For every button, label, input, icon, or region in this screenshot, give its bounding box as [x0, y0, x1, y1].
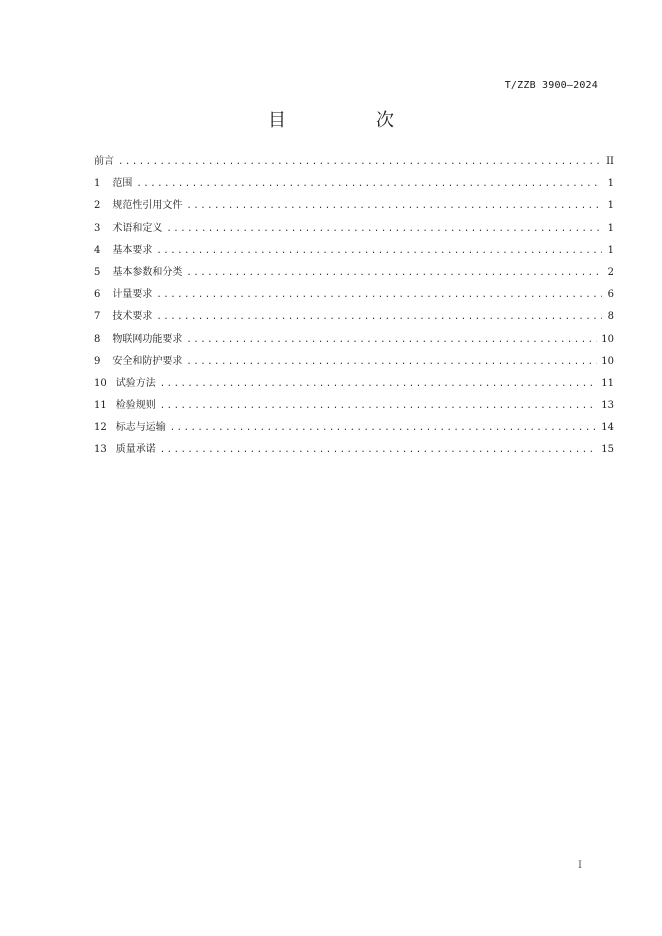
dot-leader [160, 379, 598, 389]
toc-entry-number: 9 [94, 355, 101, 367]
dot-leader [186, 268, 602, 278]
toc-entry-label: 范围 [112, 178, 133, 190]
toc-entry-page: 1 [607, 178, 614, 190]
toc-entry-number: 13 [94, 444, 107, 456]
dot-leader [156, 246, 602, 256]
toc-entry-label: 规范性引用文件 [112, 200, 183, 212]
toc-entry-page: 15 [601, 444, 614, 456]
toc-entry-number: 6 [94, 289, 101, 301]
toc-title: 目 次 [268, 110, 430, 131]
dot-leader [186, 201, 602, 211]
dot-leader [160, 401, 598, 411]
toc-entry-label: 质量承诺 [115, 444, 156, 456]
toc-entry-number: 10 [94, 377, 107, 389]
toc-entry-page: 1 [607, 222, 614, 234]
toc-entry-label: 安全和防护要求 [112, 355, 183, 367]
toc-entry-label: 前言 [94, 156, 114, 167]
table-of-contents [94, 152, 614, 463]
toc-entry-page: 1 [607, 200, 614, 212]
toc-entry-page: 10 [601, 333, 614, 345]
toc-entry-number: 8 [94, 333, 101, 345]
toc-entry-number: 7 [94, 311, 101, 323]
toc-entry-foreword[interactable] [94, 152, 614, 174]
toc-entry-4[interactable] [94, 241, 614, 263]
toc-entry-2[interactable] [94, 196, 614, 218]
document-code: T/ZZB 3900—2024 [504, 80, 598, 91]
dot-leader [136, 179, 602, 189]
toc-entry-12[interactable] [94, 418, 614, 440]
toc-entry-page: II [606, 156, 614, 167]
toc-entry-label: 试验方法 [115, 377, 156, 389]
toc-entry-10[interactable] [94, 374, 614, 396]
dot-leader [118, 157, 602, 167]
toc-entry-label: 物联网功能要求 [112, 333, 183, 345]
toc-entry-5[interactable] [94, 263, 614, 285]
toc-entry-3[interactable] [94, 219, 614, 241]
toc-entry-number: 11 [94, 400, 107, 412]
toc-entry-6[interactable] [94, 285, 614, 307]
toc-entry-label: 检验规则 [115, 400, 156, 412]
toc-entry-page: 14 [601, 422, 614, 434]
toc-entry-label: 基本参数和分类 [112, 266, 183, 278]
toc-entry-page: 6 [607, 289, 614, 301]
toc-entry-label: 术语和定义 [112, 222, 163, 234]
toc-entry-label: 计量要求 [112, 289, 153, 301]
dot-leader [156, 290, 602, 300]
toc-entry-label: 技术要求 [112, 311, 153, 323]
dot-leader [166, 224, 602, 234]
toc-entry-9[interactable] [94, 352, 614, 374]
toc-entry-page: 2 [607, 266, 614, 278]
toc-entry-number: 1 [94, 178, 101, 190]
dot-leader [170, 423, 598, 433]
toc-entry-label: 标志与运输 [115, 422, 166, 434]
toc-entry-page: 1 [607, 244, 614, 256]
toc-entry-8[interactable] [94, 330, 614, 352]
toc-entry-11[interactable] [94, 396, 614, 418]
dot-leader [160, 445, 598, 455]
toc-entry-1[interactable] [94, 174, 614, 196]
toc-entry-page: 11 [601, 377, 614, 389]
toc-entry-number: 5 [94, 266, 101, 278]
page-number: I [578, 860, 582, 871]
toc-entry-13[interactable] [94, 440, 614, 462]
toc-entry-number: 2 [94, 200, 101, 212]
toc-entry-page: 13 [601, 400, 614, 412]
toc-entry-label: 基本要求 [112, 244, 153, 256]
toc-entry-number: 4 [94, 244, 101, 256]
toc-entry-number: 12 [94, 422, 107, 434]
dot-leader [186, 335, 597, 345]
dot-leader [186, 357, 597, 367]
toc-entry-7[interactable] [94, 307, 614, 329]
toc-entry-page: 8 [607, 311, 614, 323]
toc-entry-number: 3 [94, 222, 101, 234]
dot-leader [156, 312, 602, 322]
toc-entry-page: 10 [601, 355, 614, 367]
